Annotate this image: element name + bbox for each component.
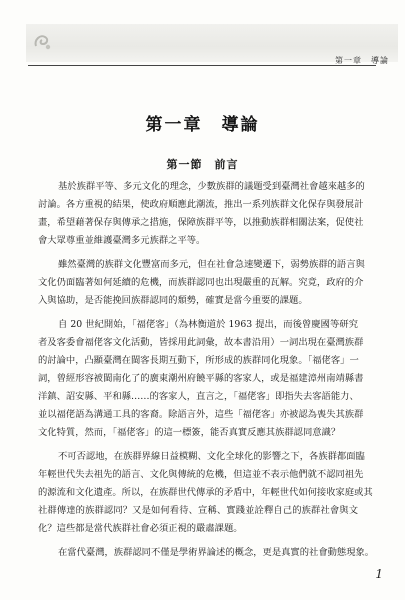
text-line: 年輕世代失去祖先的語言、文化與傳統的危機，但這並不表示他們就不認同祖先 (38, 469, 364, 480)
page-number: 1 (375, 567, 383, 581)
text-line: 的討論中，凸顯臺灣在閩客長期互動下，所形成的族群同化現象。「福佬客」一 (38, 355, 359, 366)
text-line: 社群傳達的族群認同？又是如何看待、宣稱、實踐並詮釋自己的族群社會與文 (38, 505, 358, 516)
text-line: 會大眾尊重並維護臺灣多元族群之平等。 (38, 235, 206, 246)
text-line: 的源流和文化遺產。所以，在族群世代傳承的矛盾中，年輕世代如何接收家庭或其 (38, 487, 373, 498)
header-rule (28, 65, 376, 66)
text-line: 者及客委會福佬客文化活動，皆採用此詞彙，故本書沿用）一詞出現在臺灣族群 (38, 337, 364, 348)
text-line: 文化仍面臨著如何延續的危機，而族群認同也出現嚴重的瓦解。究竟，政府的介 (38, 277, 364, 288)
text-line: 雖然臺灣的族群文化豐富而多元，但在社會急速變遷下，弱勢族群的語言與 (58, 259, 365, 270)
text-line: 不可否認地，在族群界線日益模糊、文化全球化的影響之下，各族群都面臨 (58, 451, 365, 462)
text-line: 在當代臺灣，族群認同不僅是學術界論述的概念，更是真實的社會動態現象。 (58, 547, 375, 558)
text-line: 洋鎮、詔安縣、平和縣……的客家人，直言之，「福佬客」即指失去客語能力、 (38, 391, 359, 402)
text-line: 化？這些都是當代族群社會必須正視的嚴肅課題。 (38, 523, 243, 534)
publisher-logo-icon (32, 32, 54, 52)
text-line: 詞，曾經形容被閩南化了的廣東潮州府饒平縣的客家人，或是福建漳州南靖縣書 (38, 373, 364, 384)
text-line: 基於族群平等、多元文化的理念，少數族群的議題受到臺灣社會越來越多的 (58, 181, 365, 192)
section-title: 第一節 前言 (166, 158, 239, 171)
text-line: 並以福佬語為溝通工具的客裔。除語言外，這些「福佬客」亦被認為喪失其族群 (38, 409, 364, 420)
text-line: 文化特質，然而，「福佬客」的這一標簽，能否真實反應其族群認同意識？ (38, 427, 341, 438)
text-line: 討論。各方重視的結果，使政府順應此潮流，推出一系列族群文化保存與發展計 (38, 199, 364, 210)
text-line: 自 20 世紀開始，「福佬客」（為林衡道於 1963 提出，而後曾慶國等研究 (58, 319, 358, 330)
text-line: 畫，希望藉著保存與傳承之措施，保障族群平等，以推動族群相關法案，促使社 (38, 217, 364, 228)
text-line: 入與協助，是否能挽回族群認同的頹勢，確實是當今重要的課題。 (38, 295, 308, 306)
running-head: 第一章 導論 (335, 56, 389, 65)
chapter-title: 第一章 導論 (145, 115, 260, 135)
